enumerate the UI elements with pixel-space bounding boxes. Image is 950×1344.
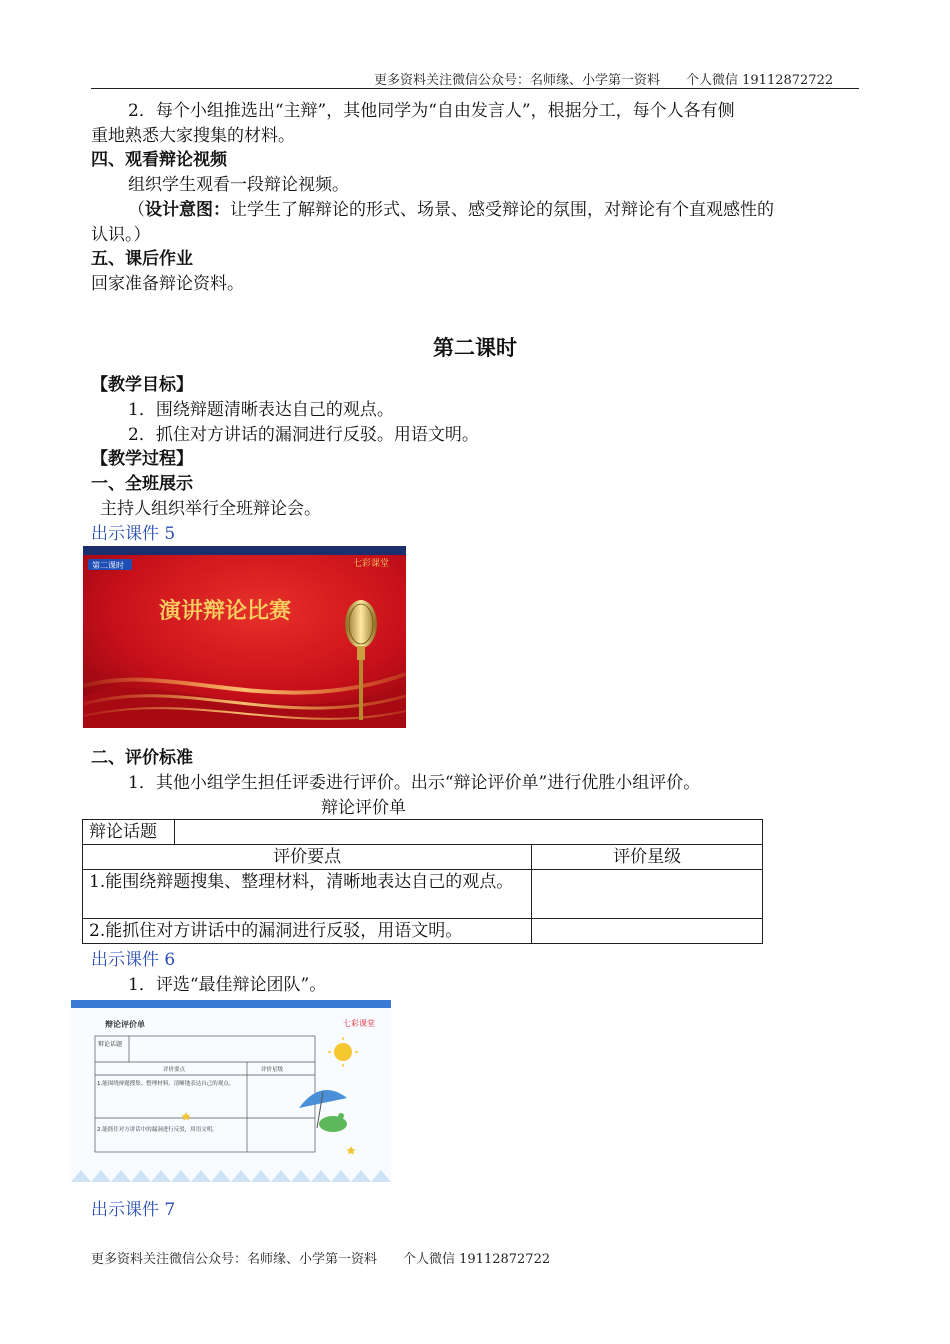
table-col-stars: 评价星级 [532, 845, 763, 870]
slide5-title: 演讲辩论比赛 [159, 598, 292, 624]
slide6-row2: 2.能抓住对方讲话中的漏洞进行反驳，用语文明。 [97, 1127, 218, 1133]
design-intent: （设计意图：让学生了解辩论的形式、场景、感受辩论的氛围，对辩论有个直观感性的 [128, 200, 774, 220]
select-text: 1．评选“最佳辩论团队”。 [128, 975, 327, 995]
show-slide-6: 出示课件 6 [91, 950, 176, 970]
group-paragraph-cont: 重地熟悉大家搜集的材料。 [91, 126, 295, 146]
section4-text: 组织学生观看一段辩论视频。 [128, 175, 349, 195]
slide-5-image [83, 546, 406, 728]
slide-6-image [71, 1000, 391, 1182]
page-footer: 更多资料关注微信公众号：名师缘、小学第一资料 个人微信 19112872722 [91, 1252, 551, 1267]
table-row-topic [83, 820, 763, 845]
show-slide-5: 出示课件 5 [91, 524, 176, 544]
table-header-row [83, 845, 763, 870]
section5-text: 回家准备辩论资料。 [91, 274, 244, 294]
table-row1-stars [532, 870, 763, 919]
show-slide-7: 出示课件 7 [91, 1200, 176, 1220]
group-paragraph: 2．每个小组推选出“主辩”，其他同学为“自由发言人”，根据分工，每个人各有侧 [128, 101, 735, 121]
table-caption: 辩论评价单 [321, 798, 406, 818]
evaluation-table [82, 819, 763, 944]
table-row [83, 870, 763, 919]
slide5-tag: 第二课时 [92, 561, 124, 570]
section4-title: 四、观看辩论视频 [91, 150, 227, 170]
table-row2-stars [532, 919, 763, 944]
section1-title: 一、全班展示 [91, 474, 193, 494]
slide6-col-stars: 评价星级 [261, 1067, 284, 1073]
goals-title: 【教学目标】 [91, 375, 193, 395]
slide6-logo: 七彩课堂 [343, 1019, 375, 1028]
table-topic-value [175, 820, 763, 845]
section2-title: 二、评价标准 [91, 748, 193, 768]
slide6-col-points: 评价要点 [163, 1067, 186, 1073]
slide6-topic-label: 辩论话题 [98, 1041, 123, 1048]
slide5-logo: 七彩课堂 [353, 559, 390, 569]
process-title: 【教学过程】 [91, 449, 193, 469]
design-intent-cont: 认识。） [91, 225, 151, 245]
section5-title: 五、课后作业 [91, 249, 193, 269]
goal-2: 2．抓住对方讲话的漏洞进行反驳。用语文明。 [128, 425, 479, 445]
slide6-title: 辩论评价单 [105, 1020, 145, 1029]
table-topic-label: 辩论话题 [83, 820, 175, 845]
table-row [83, 919, 763, 944]
slide6-row1: 1.能围绕辩题搜集、整理材料，清晰地表达自己的观点。 [97, 1081, 235, 1087]
table-col-points: 评价要点 [83, 845, 532, 870]
lesson2-title: 第二课时 [433, 335, 517, 360]
goal-1: 1．围绕辩题清晰表达自己的观点。 [128, 400, 394, 420]
table-row2-points: 2.能抓住对方讲话中的漏洞进行反驳，用语文明。 [83, 919, 532, 944]
header-rule [91, 88, 859, 89]
section2-text: 1．其他小组学生担任评委进行评价。出示“辩论评价单”进行优胜小组评价。 [128, 773, 701, 793]
table-row1-points: 1.能围绕辩题搜集、整理材料，清晰地表达自己的观点。 [83, 870, 532, 919]
page-header: 更多资料关注微信公众号：名师缘、小学第一资料 个人微信 19112872722 [374, 73, 834, 88]
design-intent-label: 设计意图： [145, 200, 230, 220]
section1-text: 主持人组织举行全班辩论会。 [100, 499, 321, 519]
